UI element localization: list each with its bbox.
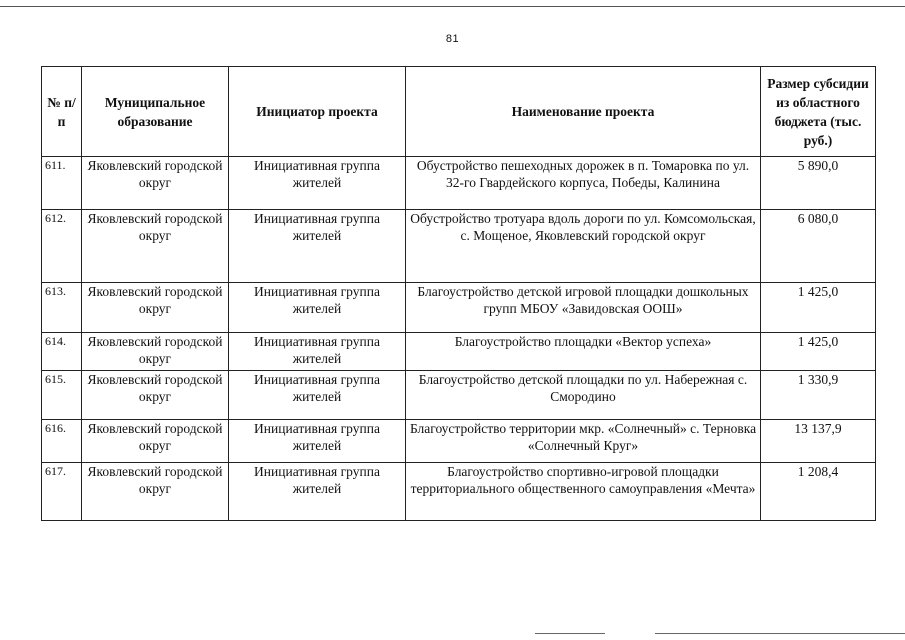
page-number: 81: [445, 33, 460, 45]
row-number: 617.: [42, 463, 82, 521]
amount-cell: 13 137,9: [761, 420, 876, 463]
table-row: [42, 210, 876, 283]
amount-cell: 1 208,4: [761, 463, 876, 521]
initiator-cell: Инициативная группа жителей: [229, 283, 406, 333]
municipality-cell: Яковлевский городской округ: [82, 333, 229, 371]
municipality-cell: Яковлевский городской округ: [82, 371, 229, 420]
initiator-cell: Инициативная группа жителей: [229, 210, 406, 283]
project-cell: Благоустройство детской площадки по ул. Набережная с. Смородино: [406, 371, 761, 420]
municipality-cell: Яковлевский городской округ: [82, 210, 229, 283]
project-cell: Обустройство пешеходных дорожек в п. Томаровка по ул. 32-го Гвардейского корпуса, Победы, Калинина: [406, 157, 761, 210]
table-header-row: [42, 67, 876, 157]
table-row: [42, 420, 876, 463]
footer-line: [535, 633, 605, 634]
initiator-cell: Инициативная группа жителей: [229, 157, 406, 210]
initiator-cell: Инициативная группа жителей: [229, 333, 406, 371]
top-border-line: [0, 6, 905, 7]
row-number: 612.: [42, 210, 82, 283]
row-number: 613.: [42, 283, 82, 333]
table-row: [42, 283, 876, 333]
municipality-cell: Яковлевский городской округ: [82, 420, 229, 463]
initiator-cell: Инициативная группа жителей: [229, 371, 406, 420]
project-cell: Благоустройство спортивно-игровой площадки территориального общественного самоуправления «Мечта»: [406, 463, 761, 521]
row-number: 616.: [42, 420, 82, 463]
amount-cell: 6 080,0: [761, 210, 876, 283]
subsidy-table: [41, 66, 876, 521]
header-subsidy: Размер субсидии из областного бюджета (тыс. руб.): [761, 67, 876, 157]
amount-cell: 1 425,0: [761, 333, 876, 371]
initiator-cell: Инициативная группа жителей: [229, 463, 406, 521]
amount-cell: 5 890,0: [761, 157, 876, 210]
table-row: [42, 157, 876, 210]
municipality-cell: Яковлевский городской округ: [82, 283, 229, 333]
initiator-cell: Инициативная группа жителей: [229, 420, 406, 463]
amount-cell: 1 330,9: [761, 371, 876, 420]
amount-cell: 1 425,0: [761, 283, 876, 333]
row-number: 615.: [42, 371, 82, 420]
row-number: 614.: [42, 333, 82, 371]
table-row: [42, 371, 876, 420]
table-row: [42, 333, 876, 371]
municipality-cell: Яковлевский городской округ: [82, 157, 229, 210]
project-cell: Благоустройство территории мкр. «Солнечный» с. Терновка «Солнечный Круг»: [406, 420, 761, 463]
header-initiator: Инициатор проекта: [229, 67, 406, 157]
footer-line: [655, 633, 905, 634]
header-municipality: Муниципальное образование: [82, 67, 229, 157]
row-number: 611.: [42, 157, 82, 210]
project-cell: Обустройство тротуара вдоль дороги по ул. Комсомольская, с. Мощеное, Яковлевский городской округ: [406, 210, 761, 283]
table-row: [42, 463, 876, 521]
municipality-cell: Яковлевский городской округ: [82, 463, 229, 521]
header-project: Наименование проекта: [406, 67, 761, 157]
project-cell: Благоустройство детской игровой площадки дошкольных групп МБОУ «Завидовская ООШ»: [406, 283, 761, 333]
project-cell: Благоустройство площадки «Вектор успеха»: [406, 333, 761, 371]
header-num: № п/п: [42, 67, 82, 157]
